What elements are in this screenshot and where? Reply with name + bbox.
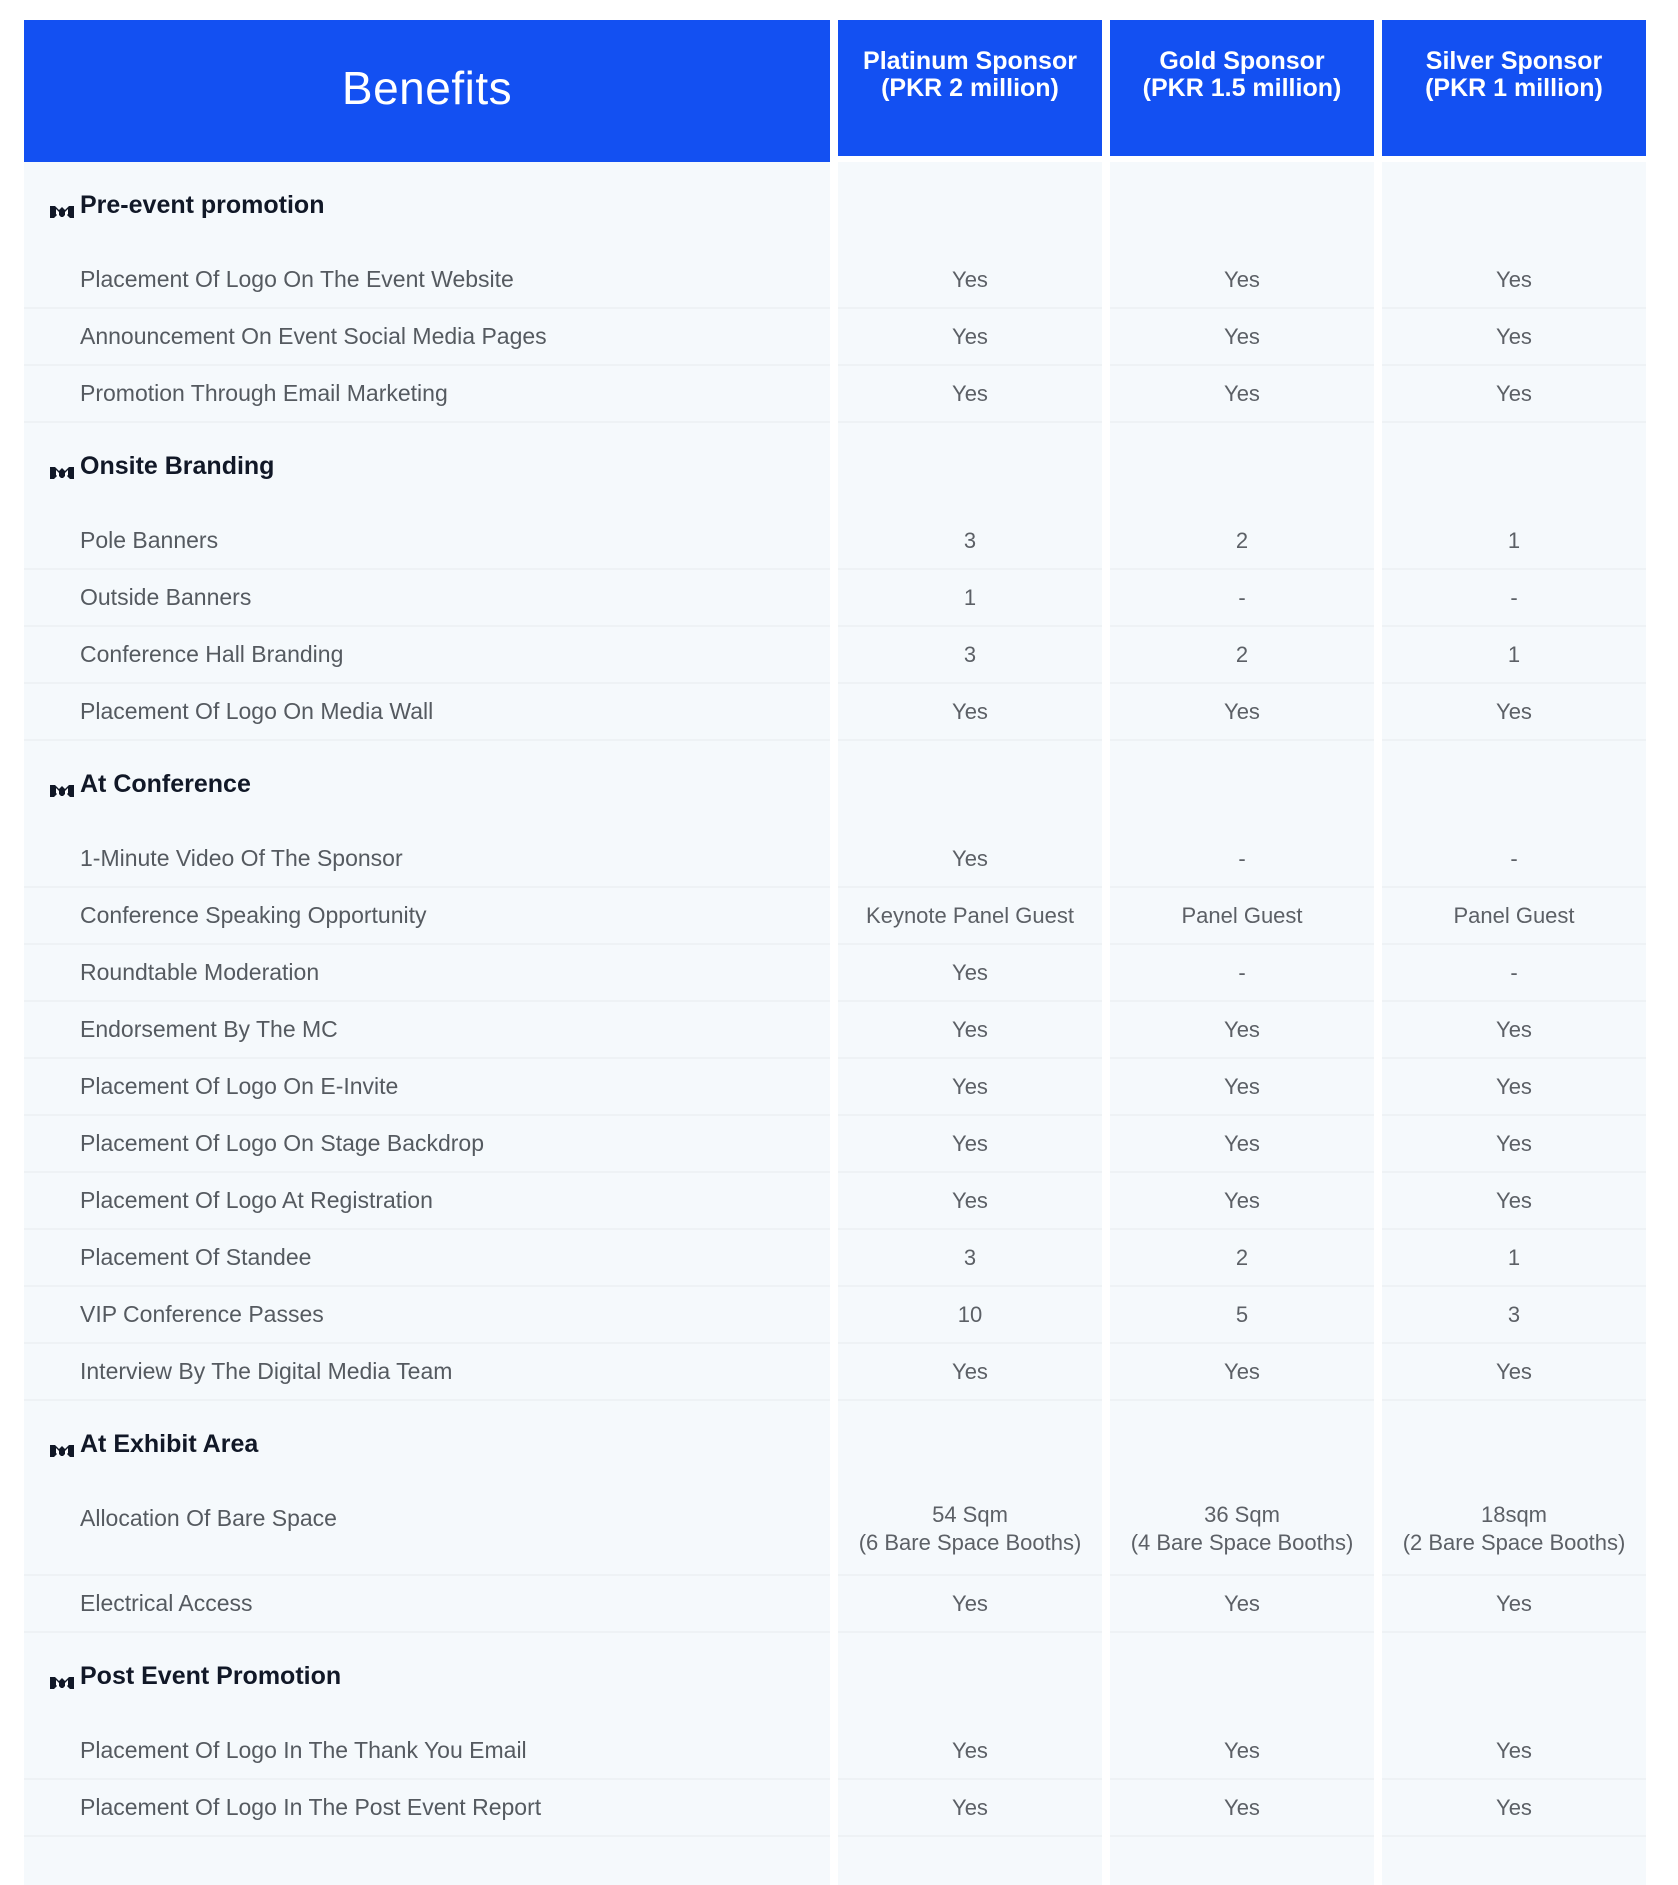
tier-value: Yes <box>1110 1780 1374 1837</box>
gold-sponsor-header <box>1110 20 1374 156</box>
tier-value: Yes <box>1110 309 1374 366</box>
tier-value: Yes <box>1110 1002 1374 1059</box>
tier-value: 1 <box>1382 1230 1646 1287</box>
tier-value: Yes <box>1382 1059 1646 1116</box>
table-row <box>24 888 1648 945</box>
handshake-icon <box>50 777 74 793</box>
benefit-label: Conference Hall Branding <box>24 627 830 684</box>
tier-value: 1 <box>1382 627 1646 684</box>
tier-value: Yes <box>1382 366 1646 423</box>
tier-name: Platinum Sponsor <box>863 47 1077 75</box>
benefits-header: Benefits <box>24 20 830 162</box>
section-title-text: Post Event Promotion <box>80 1662 342 1690</box>
handshake-icon <box>50 459 74 475</box>
tier-value: Yes <box>1382 1723 1646 1780</box>
tier-value: Yes <box>838 1059 1102 1116</box>
tier-value: 36 Sqm (4 Bare Space Booths) <box>1110 1491 1374 1576</box>
section-title-text: At Exhibit Area <box>80 1430 259 1458</box>
benefit-label: Promotion Through Email Marketing <box>24 366 830 423</box>
table-row <box>24 1230 1648 1287</box>
benefit-label: Endorsement By The MC <box>24 1002 830 1059</box>
tier-value: Yes <box>1110 684 1374 741</box>
table-row <box>24 1287 1648 1344</box>
table-row <box>24 1059 1648 1116</box>
table-row <box>24 1723 1648 1780</box>
tier-value: Yes <box>838 1780 1102 1837</box>
tier-name: Silver Sponsor <box>1425 47 1603 75</box>
section-title <box>24 770 251 817</box>
tier-value: 2 <box>1110 1230 1374 1287</box>
tier-value: 2 <box>1110 513 1374 570</box>
tier-value: - <box>1382 831 1646 888</box>
benefit-label: VIP Conference Passes <box>24 1287 830 1344</box>
tier-value: Yes <box>1382 684 1646 741</box>
tier-value: - <box>1382 570 1646 627</box>
tier-value: Keynote Panel Guest <box>838 888 1102 945</box>
section-heading <box>24 1401 1648 1477</box>
tier-value: Yes <box>838 1344 1102 1401</box>
section-heading <box>24 1633 1648 1709</box>
tier-value: Yes <box>838 1723 1102 1780</box>
section-heading <box>24 162 1648 238</box>
table-row <box>24 1173 1648 1230</box>
tier-value: 1 <box>838 570 1102 627</box>
silver-sponsor-header <box>1382 20 1646 156</box>
tier-value: 3 <box>838 627 1102 684</box>
table-body <box>24 162 1648 1885</box>
benefit-label: Placement Of Logo At Registration <box>24 1173 830 1230</box>
tier-value: Yes <box>1382 1116 1646 1173</box>
tier-value: Yes <box>1382 1780 1646 1837</box>
tier-value: - <box>1382 945 1646 1002</box>
tier-value: Yes <box>1382 252 1646 309</box>
section-heading <box>24 741 1648 817</box>
tier-value: - <box>1110 570 1374 627</box>
table-row <box>24 1576 1648 1633</box>
benefit-label: 1-Minute Video Of The Sponsor <box>24 831 830 888</box>
tier-value: Yes <box>838 366 1102 423</box>
tier-value: 5 <box>1110 1287 1374 1344</box>
tier-price: (PKR 1.5 million) <box>1142 74 1342 102</box>
benefit-label: Conference Speaking Opportunity <box>24 888 830 945</box>
tier-value: - <box>1110 945 1374 1002</box>
tier-value: 3 <box>838 1230 1102 1287</box>
tier-value: Yes <box>1382 1002 1646 1059</box>
tier-value: Yes <box>838 684 1102 741</box>
table-row <box>24 684 1648 741</box>
table-row <box>24 945 1648 1002</box>
tier-value: 1 <box>1382 513 1646 570</box>
tier-value: Yes <box>1382 309 1646 366</box>
tier-value: Yes <box>838 309 1102 366</box>
table-row <box>24 252 1648 309</box>
tier-value: Yes <box>838 831 1102 888</box>
tier-value: Yes <box>1110 1059 1374 1116</box>
benefit-label: Announcement On Event Social Media Pages <box>24 309 830 366</box>
tier-price: (PKR 2 million) <box>881 74 1059 102</box>
section-title-text: Pre-event promotion <box>80 191 325 219</box>
table-row <box>24 1344 1648 1401</box>
tier-value: Yes <box>1110 1173 1374 1230</box>
tier-price: (PKR 1 million) <box>1425 74 1603 102</box>
section-title <box>24 1662 341 1709</box>
tier-name: Gold Sponsor <box>1159 47 1325 75</box>
table-row <box>24 627 1648 684</box>
table-row <box>24 1116 1648 1173</box>
section-heading <box>24 423 1648 499</box>
tier-value: - <box>1110 831 1374 888</box>
tier-value: Yes <box>838 252 1102 309</box>
benefit-label: Interview By The Digital Media Team <box>24 1344 830 1401</box>
handshake-icon <box>50 1437 74 1453</box>
benefit-label: Allocation Of Bare Space <box>24 1491 830 1576</box>
benefit-label: Outside Banners <box>24 570 830 627</box>
tier-value: Panel Guest <box>1382 888 1646 945</box>
table-header <box>24 20 1648 162</box>
handshake-icon <box>50 1669 74 1685</box>
tier-value: Yes <box>1382 1173 1646 1230</box>
tier-value: 54 Sqm (6 Bare Space Booths) <box>838 1491 1102 1576</box>
tier-value: Yes <box>838 1116 1102 1173</box>
benefit-label: Placement Of Logo On E-Invite <box>24 1059 830 1116</box>
benefit-label: Placement Of Logo On Stage Backdrop <box>24 1116 830 1173</box>
tier-value: Yes <box>1110 252 1374 309</box>
tier-value: 3 <box>1382 1287 1646 1344</box>
tier-value: Yes <box>838 1002 1102 1059</box>
benefit-label: Roundtable Moderation <box>24 945 830 1002</box>
table-row <box>24 831 1648 888</box>
tier-value: 10 <box>838 1287 1102 1344</box>
platinum-sponsor-header <box>838 20 1102 156</box>
tier-value: Yes <box>1382 1344 1646 1401</box>
table-row <box>24 309 1648 366</box>
tier-value: Yes <box>1110 366 1374 423</box>
benefit-label: Placement Of Logo In The Post Event Report <box>24 1780 830 1837</box>
section-title <box>24 191 324 238</box>
table-row <box>24 1002 1648 1059</box>
sponsorship-benefits-table <box>24 20 1648 1885</box>
benefit-label: Electrical Access <box>24 1576 830 1633</box>
benefit-label: Placement Of Logo In The Thank You Email <box>24 1723 830 1780</box>
benefit-label: Placement Of Standee <box>24 1230 830 1287</box>
table-row <box>24 1491 1648 1576</box>
handshake-icon <box>50 198 74 214</box>
table-row <box>24 1780 1648 1837</box>
tier-value: Yes <box>1110 1344 1374 1401</box>
table-row <box>24 513 1648 570</box>
tier-value: Yes <box>838 1576 1102 1633</box>
tier-value: 2 <box>1110 627 1374 684</box>
benefit-label: Placement Of Logo On Media Wall <box>24 684 830 741</box>
tier-value: Yes <box>1110 1723 1374 1780</box>
section-title-text: Onsite Branding <box>80 452 275 480</box>
tier-value: Yes <box>838 945 1102 1002</box>
benefit-label: Pole Banners <box>24 513 830 570</box>
table-row <box>24 366 1648 423</box>
tier-value: Yes <box>1110 1116 1374 1173</box>
section-title-text: At Conference <box>80 770 251 798</box>
table-row <box>24 570 1648 627</box>
benefit-label: Placement Of Logo On The Event Website <box>24 252 830 309</box>
tier-value: 3 <box>838 513 1102 570</box>
tier-value: 18sqm (2 Bare Space Booths) <box>1382 1491 1646 1576</box>
tier-value: Yes <box>1110 1576 1374 1633</box>
tier-value: Yes <box>1382 1576 1646 1633</box>
section-title <box>24 452 274 499</box>
tier-value: Yes <box>838 1173 1102 1230</box>
section-title <box>24 1430 258 1477</box>
tier-value: Panel Guest <box>1110 888 1374 945</box>
